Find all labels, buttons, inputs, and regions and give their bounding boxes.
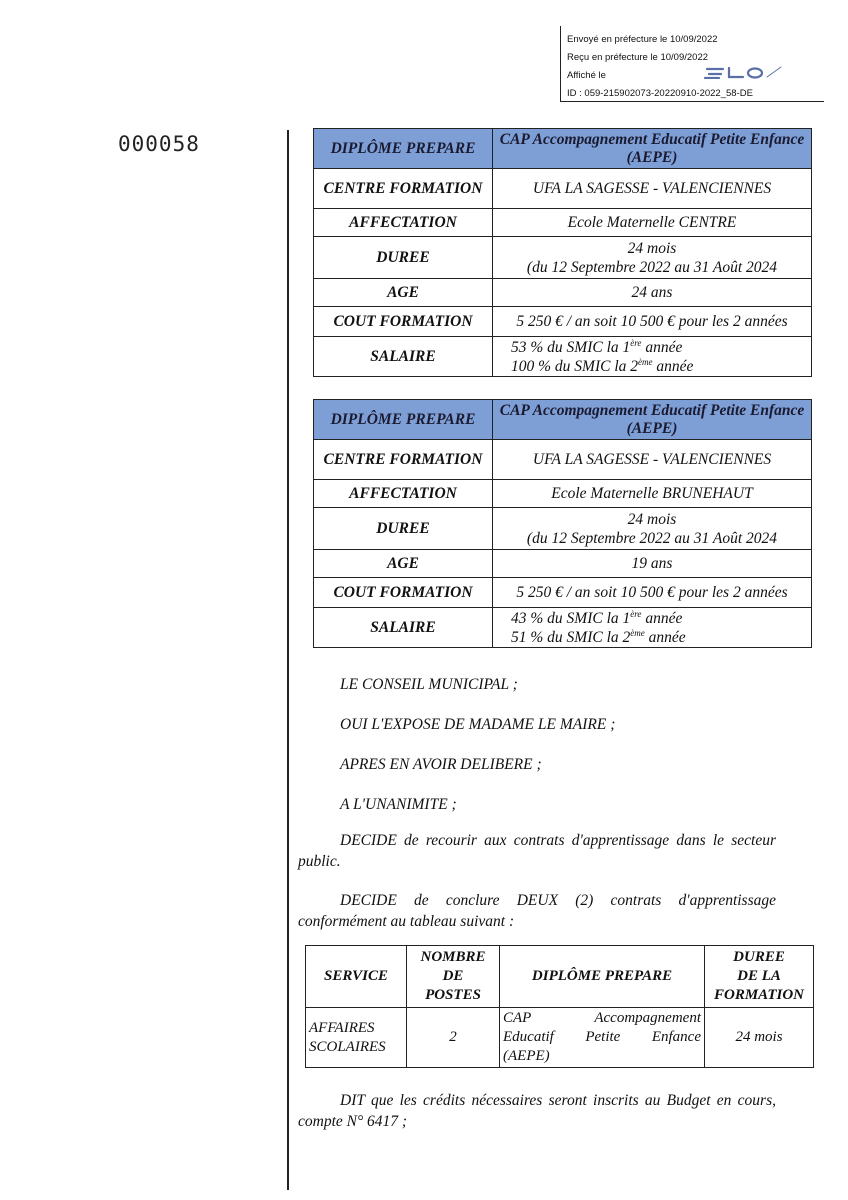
- margin-rule: [287, 130, 289, 1190]
- salaire-label: SALAIRE: [314, 608, 493, 648]
- duree-value: [493, 237, 812, 279]
- salaire-year-1: [511, 609, 807, 628]
- duree-label: DUREE: [314, 508, 493, 550]
- salaire-year-2: [511, 628, 807, 647]
- diplome-line-1: CAP Accompagnement: [503, 1010, 701, 1026]
- salaire-label: SALAIRE: [314, 337, 493, 377]
- stamp-posted: Affiché le: [567, 70, 606, 81]
- header-service: SERVICE: [306, 946, 407, 1008]
- affectation-label: AFFECTATION: [314, 209, 493, 237]
- diploma-value: CAP Accompagnement Educatif Petite Enfance (AEPE): [493, 129, 812, 169]
- unanimite: A L'UNANIMITE ;: [340, 796, 457, 813]
- salaire-2-suffix: année: [652, 357, 694, 375]
- page-number: 000058: [118, 132, 200, 156]
- apprentice-table-2: [313, 399, 812, 648]
- salaire-2-suffix: année: [644, 628, 686, 646]
- cell-diplome: [500, 1008, 705, 1068]
- cout-value: 5 250 € / an soit 10 500 € pour les 2 années: [493, 578, 812, 608]
- duree-dates: (du 12 Septembre 2022 au 31 Août 2024: [526, 529, 778, 547]
- header-postes: POSTES: [425, 987, 481, 1003]
- header-duree: DUREE: [733, 949, 785, 965]
- affectation-label: AFFECTATION: [314, 480, 493, 508]
- salaire-value: [493, 337, 812, 377]
- apprentice-table-1: [313, 128, 812, 377]
- signature-logo: [703, 65, 783, 79]
- salaire-value: [493, 608, 812, 648]
- affectation-value: Ecole Maternelle BRUNEHAUT: [493, 480, 812, 508]
- stamp-sent-date: Envoyé en préfecture le 10/09/2022: [567, 34, 718, 45]
- decide-recourir: DECIDE de recourir aux contrats d'apprentissage dans le secteur public.: [298, 832, 776, 870]
- salaire-1-text: 53 % du SMIC la 1: [511, 338, 631, 356]
- header-formation: FORMATION: [713, 987, 805, 1003]
- centre-label: CENTRE FORMATION: [314, 440, 493, 480]
- cell-duree: 24 mois: [705, 1008, 814, 1068]
- header-de: DE: [442, 968, 464, 984]
- salaire-2-text: 51 % du SMIC la 2: [511, 628, 631, 646]
- service-line-1: AFFAIRES: [309, 1019, 375, 1036]
- stamp-received-date: Reçu en préfecture le 10/09/2022: [567, 52, 709, 63]
- decide-conclure: DECIDE de conclure DEUX (2) contrats d'apprentissage conformément au tableau suivant :: [298, 892, 776, 930]
- header-nombre: NOMBRE: [420, 949, 486, 965]
- centre-value: UFA LA SAGESSE - VALENCIENNES: [493, 440, 812, 480]
- salaire-1-suffix: année: [641, 338, 683, 356]
- cout-value: 5 250 € / an soit 10 500 € pour les 2 années: [493, 307, 812, 337]
- duree-months: 24 mois: [627, 510, 677, 528]
- header-nombre-postes: [407, 946, 500, 1008]
- apres-delibere: APRES EN AVOIR DELIBERE ;: [340, 756, 542, 773]
- age-value: 24 ans: [493, 279, 812, 307]
- salaire-2-sup: ème: [630, 627, 645, 638]
- prefecture-stamp: [560, 26, 824, 102]
- service-line-2: SCOLAIRES: [309, 1038, 386, 1055]
- header-dela: DE LA: [737, 968, 781, 984]
- diploma-label: DIPLÔME PREPARE: [314, 129, 493, 169]
- age-value: 19 ans: [493, 550, 812, 578]
- duree-label: DUREE: [314, 237, 493, 279]
- conseil-municipal: LE CONSEIL MUNICIPAL ;: [340, 676, 518, 693]
- salaire-1-text: 43 % du SMIC la 1: [511, 609, 631, 627]
- cell-nombre: 2: [407, 1008, 500, 1068]
- centre-label: CENTRE FORMATION: [314, 169, 493, 209]
- diploma-value: CAP Accompagnement Educatif Petite Enfance (AEPE): [493, 400, 812, 440]
- diplome-line-3: (AEPE): [503, 1048, 550, 1064]
- salaire-year-1: [511, 338, 807, 357]
- cout-label: COUT FORMATION: [314, 578, 493, 608]
- salaire-1-sup: ère: [630, 337, 642, 348]
- salaire-1-sup: ère: [630, 608, 642, 619]
- duree-dates: (du 12 Septembre 2022 au 31 Août 2024: [526, 258, 778, 276]
- centre-value: UFA LA SAGESSE - VALENCIENNES: [493, 169, 812, 209]
- salaire-2-text: 100 % du SMIC la 2: [511, 357, 639, 375]
- header-diplome: DIPLÔME PREPARE: [500, 946, 705, 1008]
- salaire-1-suffix: année: [641, 609, 683, 627]
- duree-months: 24 mois: [627, 239, 677, 257]
- salaire-2-sup: ème: [638, 356, 653, 367]
- stamp-id: ID : 059-215902073-20220910-2022_58-DE: [567, 88, 753, 99]
- diploma-label: DIPLÔME PREPARE: [314, 400, 493, 440]
- age-label: AGE: [314, 279, 493, 307]
- duree-value: [493, 508, 812, 550]
- affectation-value: Ecole Maternelle CENTRE: [493, 209, 812, 237]
- diplome-line-2: Educatif Petite Enfance: [503, 1029, 701, 1045]
- cout-label: COUT FORMATION: [314, 307, 493, 337]
- salaire-year-2: [511, 357, 807, 376]
- oui-expose: OUI L'EXPOSE DE MADAME LE MAIRE ;: [340, 716, 616, 733]
- age-label: AGE: [314, 550, 493, 578]
- contracts-table: [305, 945, 814, 1068]
- header-duree-formation: [705, 946, 814, 1008]
- cell-service: [306, 1008, 407, 1068]
- dit-credits: DIT que les crédits nécessaires seront inscrits au Budget en cours, compte N° 6417 ;: [298, 1092, 776, 1130]
